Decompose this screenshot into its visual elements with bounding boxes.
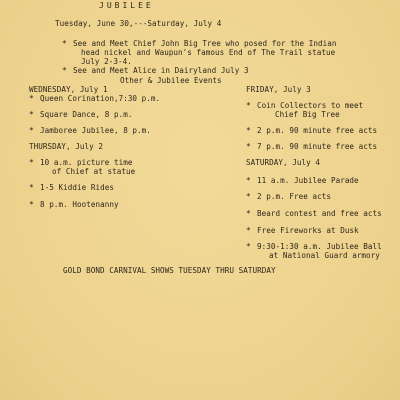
event-item: 10 a.m. picture time: [40, 158, 133, 167]
bullet-icon: *: [29, 110, 34, 119]
event-item: 8 p.m. Hootenanny: [40, 200, 119, 209]
intro-line: July 2-3-4.: [81, 57, 132, 66]
bullet-icon: *: [246, 126, 251, 135]
bullet-icon: *: [29, 158, 34, 167]
bullet-icon: *: [246, 226, 251, 235]
other-events-heading: Other & Jubilee Events: [120, 76, 222, 85]
intro-line: See and Meet Chief John Big Tree who posed for the Indian: [73, 39, 337, 48]
event-item: Free Fireworks at Dusk: [257, 226, 359, 235]
event-item: of Chief at statue: [52, 167, 136, 176]
bullet-icon: *: [62, 66, 67, 75]
bullet-icon: *: [246, 192, 251, 201]
bullet-icon: *: [246, 101, 251, 110]
wednesday-heading: WEDNESDAY, July 1: [29, 85, 108, 94]
bullet-icon: *: [246, 176, 251, 185]
event-item: 9:30-1:30 a.m. Jubilee Ball: [257, 242, 382, 251]
bullet-icon: *: [29, 183, 34, 192]
intro-line: See and Meet Alice in Dairyland July 3: [73, 66, 249, 75]
event-item: 11 a.m. Jubilee Parade: [257, 176, 359, 185]
event-item: Coin Collectors to meet: [257, 101, 364, 110]
bullet-icon: *: [29, 126, 34, 135]
bullet-icon: *: [246, 242, 251, 251]
friday-heading: FRIDAY, July 3: [246, 85, 311, 94]
event-item: Beard contest and free acts: [257, 209, 382, 218]
event-item: 2 p.m. 90 minute free acts: [257, 126, 378, 135]
bullet-icon: *: [246, 142, 251, 151]
bullet-icon: *: [29, 94, 34, 103]
event-item: Jamboree Jubilee, 8 p.m.: [40, 126, 151, 135]
event-item: Queen Corination,7:30 p.m.: [40, 94, 161, 103]
saturday-heading: SATURDAY, July 4: [246, 158, 320, 167]
footer-carnival: GOLD BOND CARNIVAL SHOWS TUESDAY THRU SATURDAY: [63, 266, 276, 275]
document-title: JUBILEE: [99, 1, 154, 10]
event-item: at National Guard armory: [269, 251, 380, 260]
intro-line: head nickel and Waupun's famous End of The Trail statue: [81, 48, 336, 57]
event-item: 1-5 Kiddie Rides: [40, 183, 114, 192]
bullet-icon: *: [29, 200, 34, 209]
event-item: 2 p.m. Free acts: [257, 192, 331, 201]
event-item: 7 p.m. 90 minute free acts: [257, 142, 378, 151]
bullet-icon: *: [246, 209, 251, 218]
thursday-heading: THURSDAY, July 2: [29, 142, 103, 151]
event-dates: Tuesday, June 30,---Saturday, July 4: [55, 19, 222, 28]
event-item: Square Dance, 8 p.m.: [40, 110, 133, 119]
event-item: Chief Big Tree: [275, 110, 340, 119]
bullet-icon: *: [62, 39, 67, 48]
